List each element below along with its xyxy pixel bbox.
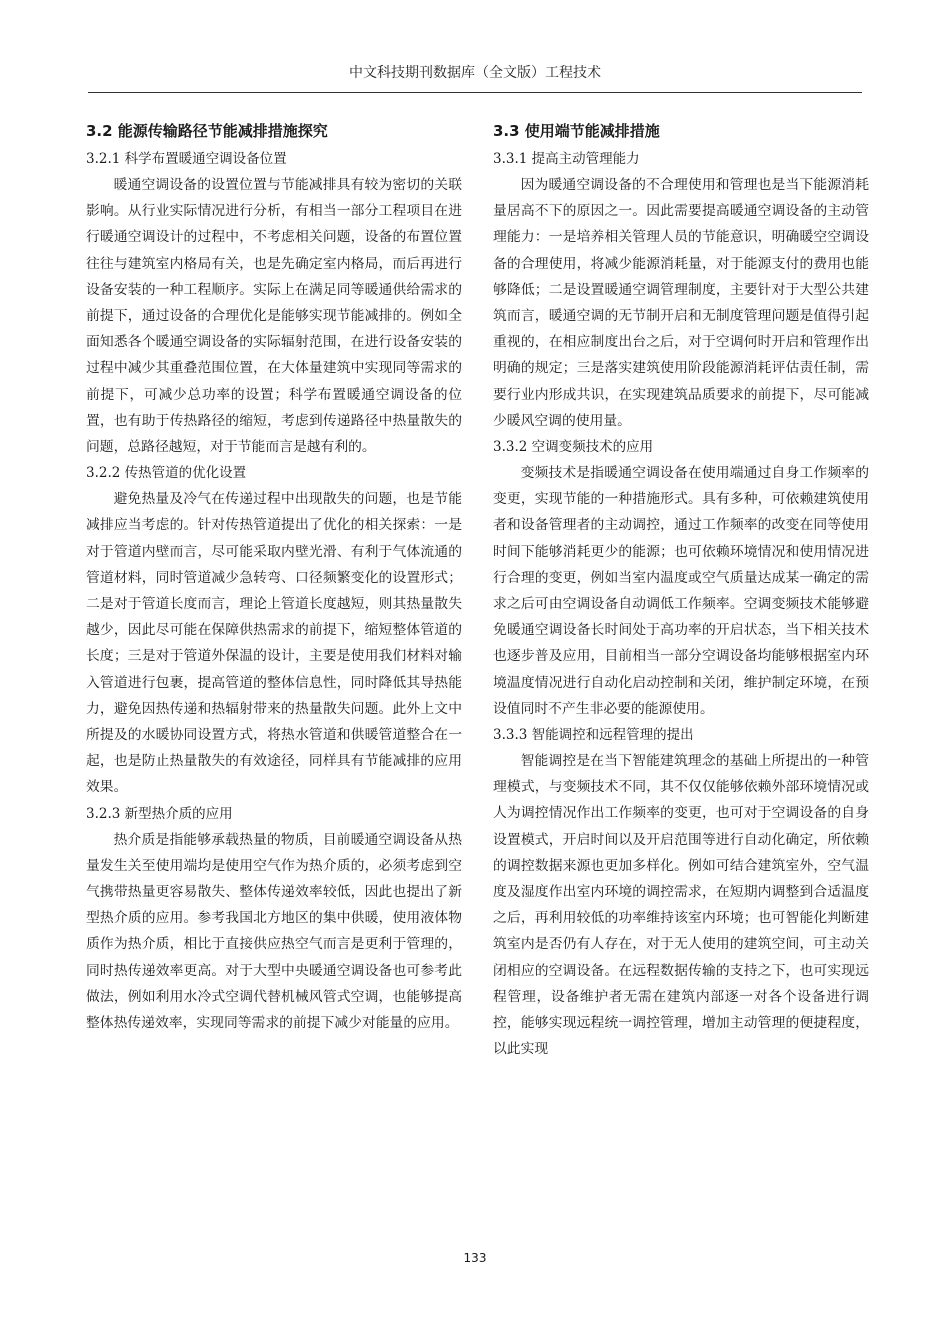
paragraph-3-2-1: 暖通空调设备的设置位置与节能减排具有较为密切的关联影响。从行业实际情况进行分析，有相当一部分工程项目在进行暖通空调设计的过程中，不考虑相关问题，设备的布置位置往往与建筑室内格局有关，也是先确定室内格局，而后再进行设备安装的一种工程顺序。实际上在满足同等暖通供给需求的前提下，通过设备的合理优化是能够实现节能减排的。例如全面知悉各个暖通空调设备的实际辐射范围，在进行设备安装的过程中减少其重叠范围位置，在大体量建筑中实现同等需求的前提下，可减少总功率的设置；科学布置暖通空调设备的位置，也有助于传热路径的缩短，考虑到传递路径中热量散失的问题，总路径越短，对于节能而言是越有利的。 xyxy=(86,177,462,456)
page-number: 133 xyxy=(463,1251,487,1265)
section-heading-3-2: 3.2 能源传输路径节能减排措施探究 xyxy=(86,122,328,140)
subheading-3-2-2: 3.2.2 传热管道的优化设置 xyxy=(86,465,247,482)
paragraph-3-3-2: 变频技术是指暖通空调设备在使用端通过自身工作频率的变更，实现节能的一种措施形式。具有多种，可依赖建筑使用者和设备管理者的主动调控，通过工作频率的改变在同等使用时间下能够消耗更少的能源；也可依赖环境情况和使用情况进行合理的变更，例如当室内温度或空气质量达成某一确定的需求之后可由空调设备自动调低工作频率。空调变频技术能够避免暖通空调设备长时间处于高功率的开启状态，当下相关技术也逐步普及应用，目前相当一部分空调设备均能够根据室内环境温度情况进行自动化启动控制和关闭，维护制定环境，在预设值同时不产生非必要的能源使用。 xyxy=(493,465,869,717)
subheading-3-2-1: 3.2.1 科学布置暖通空调设备位置 xyxy=(86,151,287,167)
paragraph-3-3-3: 智能调控是在当下智能建筑理念的基础上所提出的一种管理模式，与变频技术不同，其不仅仅能够依赖外部环境情况或人为调控情况作出工作频率的变更，也可对于空调设备的自身设置模式，开启时间以及开启范围等进行自动化确定，所依赖的调控数据来源也更加多样化。例如可结合建筑室外，空气温度及湿度作出室内环境的调控需求，在短期内调整到合适温度之后，再利用较低的功率维持该室内环境；也可智能化判断建筑室内是否仍有人存在，对于无人使用的建筑空间，可主动关闭相应的空调设备。在远程数据传输的支持之下，也可实现远程管理，设备维护者无需在建筑内部逐一对各个设备进行调控，能够实现远程统一调控管理，增加主动管理的便捷程度，以此实现 xyxy=(493,753,869,1058)
paragraph-3-2-3: 热介质是指能够承载热量的物质，目前暖通空调设备从热量发生关至使用端均是使用空气作为热介质的，必须考虑到空气携带热量更容易散失、整体传递效率较低，因此也提出了新型热介质的应用。参考我国北方地区的集中供暖，使用液体物质作为热介质，相比于直接供应热空气而言是更利于管理的，同时热传递效率更高。对于大型中央暖通空调设备也可参考此做法，例如利用水冷式空调代替机械风管式空调，也能够提高整体热传递效率，实现同等需求的前提下减少对能量的应用。 xyxy=(86,831,462,1032)
running-header: 中文科技期刊数据库（全文版）工程技术 xyxy=(88,62,862,93)
left-column xyxy=(86,118,462,1036)
right-column xyxy=(493,118,869,1063)
paragraph-3-2-2: 避免热量及冷气在传递过程中出现散失的问题，也是节能减排应当考虑的。针对传热管道提出了优化的相关探索：一是对于管道内壁而言，尽可能采取内壁光滑、有利于气体流通的管道材料，同时管道减少急转弯、口径频繁变化的设置形式；二是对于管道长度而言，理论上管道长度越短，则其热量散失越少，因此尽可能在保障供热需求的前提下，缩短整体管道的长度；三是对于管道外保温的设计，主要是使用我们材料对输入管道进行包裹，提高管道的整体信息性，同时降低其导热能力，避免因热传递和热辐射带来的热量散失问题。此外上文中所提及的水暖协同设置方式，将热水管道和供暖管道整合在一起，也是防止热量散失的有效途径，同样具有节能减排的应用效果。 xyxy=(86,491,462,796)
paragraph-3-3-1: 因为暖通空调设备的不合理使用和管理也是当下能源消耗量居高不下的原因之一。因此需要提高暖通空调设备的主动管理能力：一是培养相关管理人员的节能意识，明确暖空空调设备的合理使用，将减少能源消耗量，对于能源支付的费用也能够降低；二是设置暖通空调管理制度，主要针对于大型公共建筑而言，暖通空调的无节制开启和无制度管理问题是值得引起重视的，在相应制度出台之后，对于空调何时开启和管理作出明确的规定；三是落实建筑使用阶段能源消耗评估责任制，需要行业内形成共识，在实现建筑品质要求的前提下，尽可能减少暖风空调的使用量。 xyxy=(493,177,869,429)
subheading-3-3-2: 3.3.2 空调变频技术的应用 xyxy=(493,439,654,456)
subheading-3-3-3: 3.3.3 智能调控和远程管理的提出 xyxy=(493,727,694,744)
section-heading-3-3: 3.3 使用端节能减排措施 xyxy=(493,122,660,140)
subheading-3-3-1: 3.3.1 提高主动管理能力 xyxy=(493,151,640,167)
subheading-3-2-3: 3.2.3 新型热介质的应用 xyxy=(86,805,233,822)
